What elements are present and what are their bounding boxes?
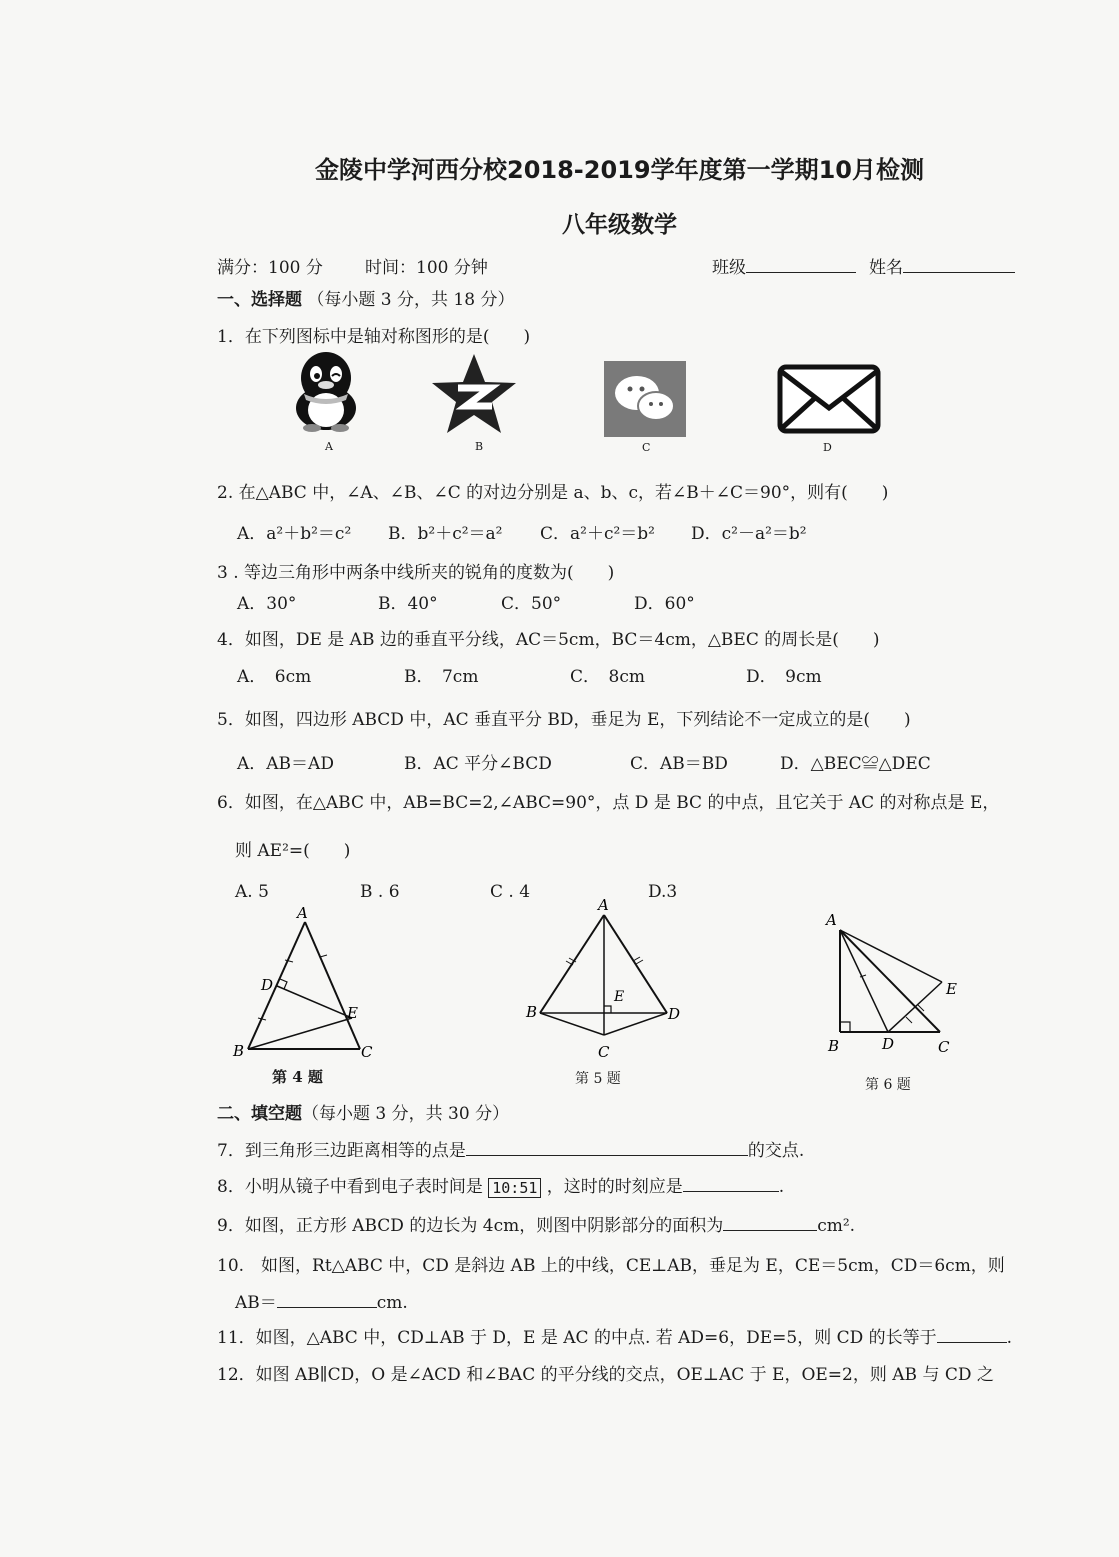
fig4-label-d: D <box>261 976 274 994</box>
figure-5 <box>522 893 687 1068</box>
q9-pre: 9．如图，正方形 ABCD 的边长为 4cm，则图中阴影部分的面积为 <box>217 1216 724 1236</box>
q4-option-b: B． 7cm <box>404 667 479 687</box>
fig4-label-b: B <box>233 1042 245 1060</box>
section2-heading <box>217 1099 509 1124</box>
section2-title: 二、填空题 <box>217 1104 302 1124</box>
q4-stem: 4．如图，DE 是 AB 边的垂直平分线，AC＝5cm，BC＝4cm，△BEC 的周长是( ) <box>217 630 880 650</box>
fig4-caption: 第 4 题 <box>272 1068 323 1086</box>
q10-pre2: AB＝ <box>235 1293 277 1313</box>
fig5-label-e: E <box>614 989 625 1005</box>
digital-clock-icon: 10:51 <box>488 1178 541 1198</box>
q9-line <box>217 1211 855 1236</box>
fig6-label-a: A <box>826 911 837 929</box>
name-blank[interactable] <box>903 255 1015 273</box>
q1-stem: 1．在下列图标中是轴对称图形的是( ) <box>217 327 531 347</box>
q5-option-a: A．AB＝AD <box>237 754 334 774</box>
q6-option-d: D.3 <box>648 882 678 902</box>
q3-option-c: C．50° <box>501 594 562 614</box>
fig6-label-c: C <box>938 1038 950 1056</box>
section2-note: （每小题 3 分，共 30 分） <box>302 1104 510 1124</box>
class-field[interactable] <box>712 253 856 278</box>
q3-option-a: A．30° <box>237 594 297 614</box>
q6-option-b: B . 6 <box>360 882 400 902</box>
wechat-icon <box>604 361 686 437</box>
fig5-caption: 第 5 题 <box>575 1071 621 1087</box>
fig5-label-d: D <box>668 1005 681 1023</box>
fig5-label-b: B <box>526 1003 538 1021</box>
q12-line: 12．如图 AB∥CD，O 是∠ACD 和∠BAC 的平分线的交点，OE⊥AC 于 E，OE=2，则 AB 与 CD 之 <box>217 1365 994 1385</box>
q7-pre: 7．到三角形三边距离相等的点是 <box>217 1141 466 1161</box>
time-info: 时间：100 分钟 <box>365 258 488 278</box>
q11-blank[interactable] <box>937 1325 1007 1343</box>
q7-post: 的交点. <box>747 1141 805 1161</box>
fig5-label-a: A <box>598 896 609 914</box>
fig5-label-c: C <box>598 1043 610 1061</box>
q2-option-b: B．b²＋c²＝a² <box>388 524 503 544</box>
q6-option-c: C . 4 <box>490 882 531 902</box>
q1-label-d: D <box>823 441 832 454</box>
fig4-label-c: C <box>361 1043 373 1061</box>
q2-stem: 2. 在△ABC 中，∠A、∠B、∠C 的对边分别是 a、b、c，若∠B＋∠C＝90°，则有( ) <box>217 483 889 503</box>
q7-line <box>217 1136 804 1161</box>
fig6-label-d: D <box>882 1035 895 1053</box>
q8-pre: 8．小明从镜子中看到电子表时间是 <box>217 1177 483 1197</box>
q3-option-d: D．60° <box>634 594 695 614</box>
q10-post2: cm. <box>376 1293 408 1313</box>
q2-option-c: C．a²＋c²＝b² <box>540 524 655 544</box>
q4-option-c: C． 8cm <box>570 667 645 687</box>
star-z-icon <box>430 352 518 436</box>
class-blank[interactable] <box>746 255 856 273</box>
q9-blank[interactable] <box>723 1213 817 1231</box>
q10-blank[interactable] <box>277 1290 377 1308</box>
q11-pre: 11．如图，△ABC 中，CD⊥AB 于 D，E 是 AC 的中点. 若 AD=6，DE=5，则 CD 的长等于 <box>217 1328 937 1348</box>
figure-4 <box>225 900 375 1065</box>
q5-option-c: C．AB＝BD <box>630 754 728 774</box>
q5-option-b: B．AC 平分∠BCD <box>404 754 552 774</box>
penguin-icon <box>286 350 366 432</box>
q6-stem: 6．如图，在△ABC 中，AB=BC=2,∠ABC=90°，点 D 是 BC 的中点，且它关于 AC 的对称点是 E， <box>217 793 1000 813</box>
q3-stem: 3 . 等边三角形中两条中线所夹的锐角的度数为( ) <box>217 563 615 583</box>
q6-stem2: 则 AE²=( ) <box>235 841 351 861</box>
q8-line <box>217 1172 784 1198</box>
q9-post: cm². <box>817 1216 856 1236</box>
exam-title: 金陵中学河西分校2018-2019学年度第一学期10月检测 <box>315 156 924 184</box>
q5-option-d: D．△BEC≌△DEC <box>780 754 931 774</box>
fig4-label-a: A <box>297 904 308 922</box>
q2-option-a: A．a²＋b²＝c² <box>237 524 352 544</box>
figure-6 <box>820 905 970 1060</box>
fig6-label-e: E <box>946 980 957 998</box>
name-label: 姓名 <box>869 258 903 278</box>
q10-line1: 10. 如图，Rt△ABC 中，CD 是斜边 AB 上的中线，CE⊥AB，垂足为 E，CE＝5cm，CD＝6cm，则 <box>217 1256 1005 1276</box>
fig6-label-b: B <box>828 1037 840 1055</box>
q3-option-b: B．40° <box>378 594 438 614</box>
q1-label-c: C <box>642 441 651 454</box>
q8-blank[interactable] <box>683 1174 779 1192</box>
q6-option-a: A. 5 <box>235 882 269 902</box>
q4-option-d: D． 9cm <box>746 667 822 687</box>
section1-title: 一、选择题 <box>217 290 302 310</box>
q1-label-b: B <box>475 440 484 453</box>
q7-blank[interactable] <box>466 1138 748 1156</box>
name-field[interactable] <box>869 253 1015 278</box>
q8-end: . <box>778 1177 785 1197</box>
q1-label-a: A <box>325 440 333 453</box>
section1-heading <box>217 285 514 310</box>
class-label: 班级 <box>712 258 746 278</box>
exam-subtitle: 八年级数学 <box>562 212 677 238</box>
q11-line <box>217 1323 1012 1348</box>
fig6-caption: 第 6 题 <box>865 1077 911 1093</box>
q8-post: ，这时的时刻应是 <box>546 1177 683 1197</box>
q5-stem: 5．如图，四边形 ABCD 中，AC 垂直平分 BD，垂足为 E，下列结论不一定成立的是( ) <box>217 710 911 730</box>
q4-option-a: A． 6cm <box>237 667 312 687</box>
q11-end: . <box>1006 1328 1013 1348</box>
q10-line2 <box>235 1288 408 1313</box>
envelope-icon <box>777 364 881 434</box>
score-info: 满分：100 分 <box>217 258 323 278</box>
fig4-label-e: E <box>347 1004 358 1022</box>
q2-option-d: D．c²－a²＝b² <box>691 524 807 544</box>
section1-note: （每小题 3 分，共 18 分） <box>307 290 515 310</box>
